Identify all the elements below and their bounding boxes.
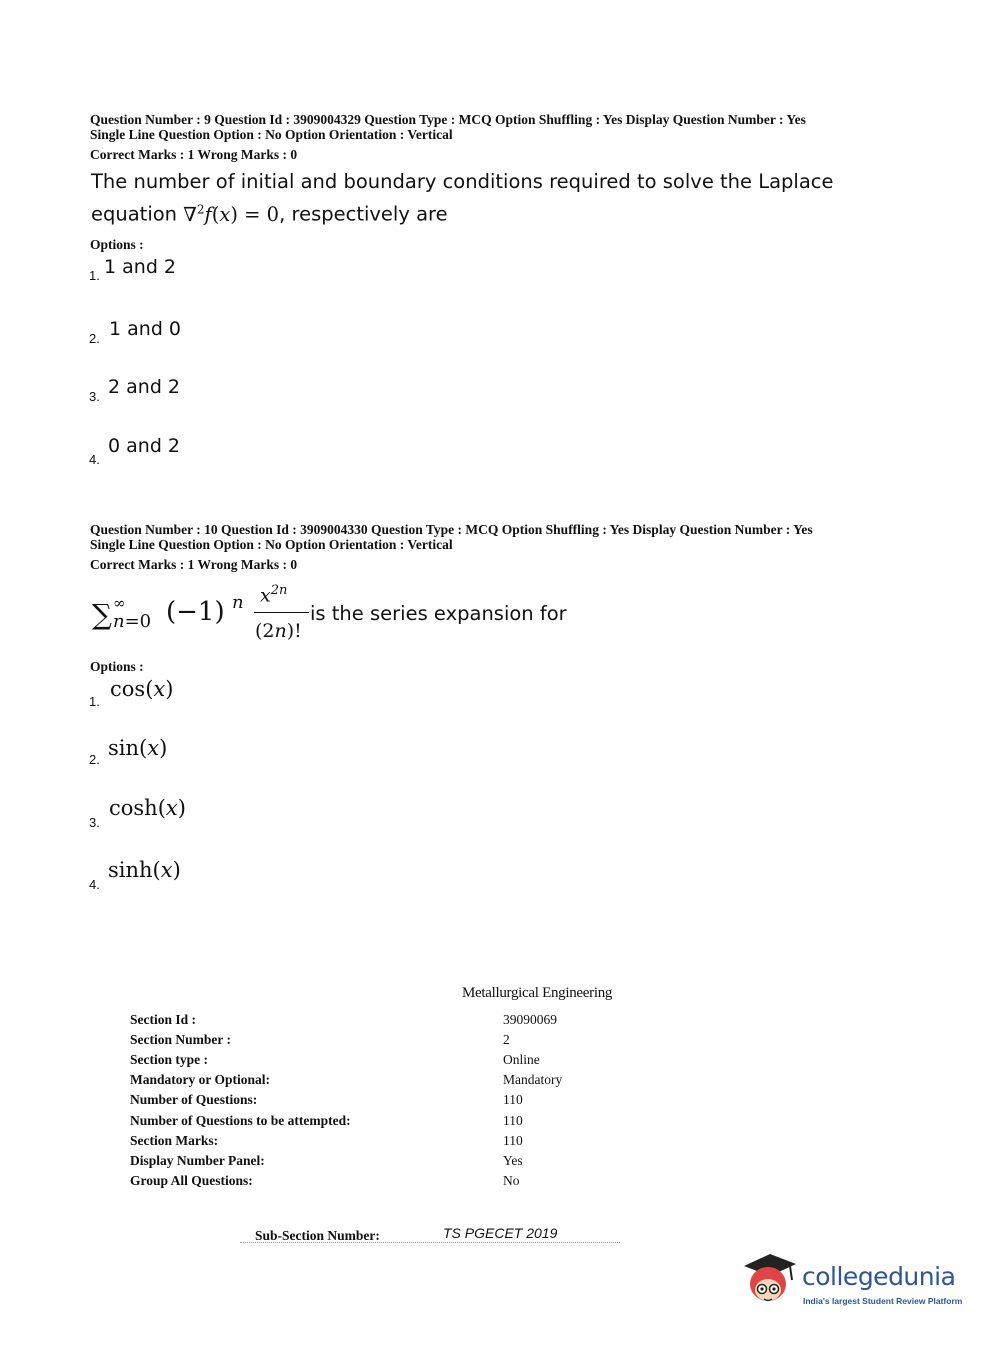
- q9-option-2-num: 2.: [89, 331, 100, 346]
- q9-option-3-num: 3.: [89, 389, 100, 404]
- q9-option-1-num: 1.: [89, 268, 100, 283]
- q10-option-3-func: cosh: [109, 796, 158, 820]
- q10-option-2[interactable]: sin(x): [108, 736, 168, 760]
- fraction-denominator: (2n)!: [255, 620, 302, 642]
- q10-options-label: Options :: [90, 659, 144, 674]
- q10-option-1-num: 1.: [89, 694, 100, 709]
- section-key: Number of Questions:: [130, 1092, 258, 1107]
- fraction-numerator: $x^{2n}$: [260, 583, 288, 607]
- section-key: Section type :: [130, 1052, 208, 1067]
- q10-text-suffix: is the series expansion for: [310, 602, 567, 625]
- q10-option-1-func: cos: [110, 677, 146, 701]
- sigma-lower-limit: n=0: [113, 611, 152, 632]
- collegedunia-logo[interactable]: collegedunia: [802, 1262, 956, 1291]
- section-value: Yes: [503, 1153, 523, 1168]
- section-value: 110: [503, 1092, 523, 1107]
- q9-text-line2: [91, 202, 448, 226]
- q10-option-4-arg: x: [160, 858, 173, 882]
- q9-meta-line2: Single Line Question Option : No Option Orientation : Vertical: [90, 127, 453, 142]
- section-key: Section Id :: [130, 1012, 197, 1027]
- section-key: Section Number :: [130, 1032, 231, 1047]
- q10-option-2-arg: x: [147, 736, 160, 760]
- q9-option-1[interactable]: 1 and 2: [104, 256, 177, 278]
- series-expression: [92, 580, 592, 650]
- q10-option-4-func: sinh: [108, 858, 153, 882]
- collegedunia-mascot-icon: [740, 1246, 800, 1308]
- subsection-label: Sub-Section Number:: [255, 1228, 380, 1243]
- q9-option-4-num: 4.: [89, 452, 100, 467]
- q10-option-1-arg: x: [153, 677, 166, 701]
- section-value: 110: [503, 1113, 523, 1128]
- q9-meta-line1: Question Number : 9 Question Id : 3909004329 Question Type : MCQ Option Shuffling : Yes Display Question Number : Yes: [90, 112, 806, 127]
- q9-option-2[interactable]: 1 and 0: [109, 318, 182, 340]
- fraction-bar: [254, 612, 309, 613]
- section-key: Number of Questions to be attempted:: [130, 1113, 351, 1128]
- section-value: No: [503, 1173, 520, 1188]
- q10-meta-line1: Question Number : 10 Question Id : 3909004330 Question Type : MCQ Option Shuffling : Yes Display Question Number : Yes: [90, 522, 813, 537]
- section-value: Online: [503, 1052, 540, 1067]
- exam-name: TS PGECET 2019: [443, 1225, 558, 1241]
- q10-option-2-func: sin: [108, 736, 140, 760]
- section-key: Display Number Panel:: [130, 1153, 265, 1168]
- section-value: 110: [503, 1133, 523, 1148]
- q10-option-3-num: 3.: [89, 815, 100, 830]
- section-value: 2: [503, 1032, 510, 1047]
- section-key: Group All Questions:: [130, 1173, 253, 1188]
- q9-option-4[interactable]: 0 and 2: [108, 435, 181, 457]
- q10-option-4[interactable]: sinh(x): [108, 858, 181, 882]
- q10-option-1[interactable]: cos(x): [110, 677, 174, 701]
- section-value: 39090069: [503, 1012, 557, 1027]
- collegedunia-tagline: India's largest Student Review Platform: [803, 1296, 963, 1306]
- section-key: Section Marks:: [130, 1133, 219, 1148]
- q10-option-4-num: 4.: [89, 877, 100, 892]
- section-title: Metallurgical Engineering: [462, 985, 613, 1001]
- q9-text-line1: The number of initial and boundary conditions required to solve the Laplace: [91, 170, 834, 193]
- q9-options-label: Options :: [90, 237, 144, 252]
- sigma-upper-limit: ∞: [113, 594, 126, 612]
- sigma-symbol: ∑: [92, 598, 112, 631]
- q10-marks: Correct Marks : 1 Wrong Marks : 0: [90, 557, 298, 572]
- exponent-n: n: [232, 592, 244, 613]
- q9-text-prefix: equation: [91, 202, 184, 226]
- q10-meta-line2: Single Line Question Option : No Option Orientation : Vertical: [90, 537, 453, 552]
- q10-option-3[interactable]: cosh(x): [109, 796, 186, 820]
- q10-option-3-arg: x: [165, 796, 178, 820]
- alternating-term: (−1): [166, 597, 225, 627]
- laplace-equation: ∇$^2$f(x) = 0: [183, 202, 280, 226]
- q9-text-suffix: , respectively are: [279, 202, 448, 226]
- q9-marks: Correct Marks : 1 Wrong Marks : 0: [90, 147, 298, 162]
- section-value: Mandatory: [503, 1072, 563, 1087]
- q9-option-3[interactable]: 2 and 2: [108, 376, 181, 398]
- section-key: Mandatory or Optional:: [130, 1072, 271, 1087]
- q10-option-2-num: 2.: [89, 752, 100, 767]
